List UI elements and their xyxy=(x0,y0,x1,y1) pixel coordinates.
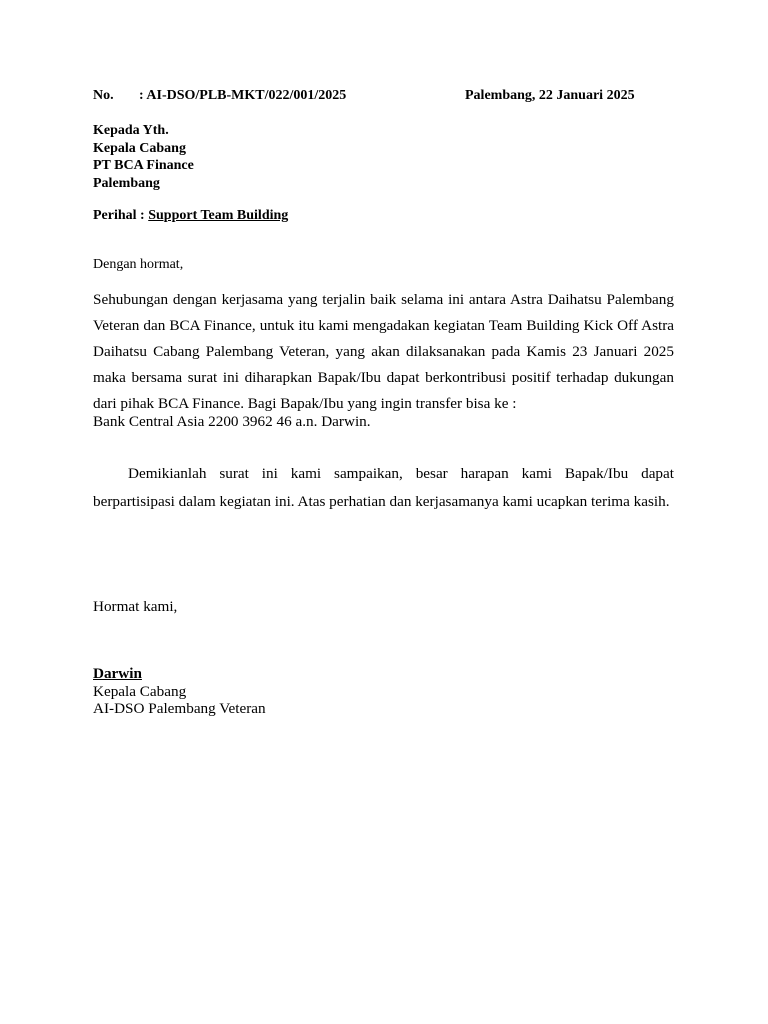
subject-label: Perihal : xyxy=(93,208,145,223)
reference-number xyxy=(93,88,346,104)
place-date: Palembang, 22 Januari 2025 xyxy=(465,88,635,103)
recipient-company: PT BCA Finance xyxy=(93,158,194,173)
recipient-position: Kepala Cabang xyxy=(93,140,186,156)
body-paragraph-1: Sehubungan dengan kerjasama yang terjalin baik selama ini antara Astra Daihatsu Palembang Veteran dan BCA Finance, untuk itu kami mengadakan kegiatan Team Building Kick Off Astra Daihatsu Cabang Palembang Veteran, yang akan dilaksanakan pada Kamis 23 Januari 2025 maka bersama surat ini diharapkan Bapak/Ibu dapat berkontribusi positif terhadap dukungan dari pihak BCA Finance. Bagi Bapak/Ibu yang ingin transfer bisa ke : xyxy=(93,291,674,412)
signatory-position: Kepala Cabang xyxy=(93,682,187,700)
body-paragraph-2: Demikianlah surat ini kami sampaikan, besar harapan kami Bapak/Ibu dapat berpartisipasi dalam kegiatan ini. Atas perhatian dan kerjasamanya kami ucapkan terima kasih. xyxy=(93,465,674,510)
signatory-office: AI-DSO Palembang Veteran xyxy=(93,700,266,717)
recipient-block xyxy=(93,122,194,192)
reference-label: No. xyxy=(93,88,114,103)
closing: Hormat kami, xyxy=(93,598,178,615)
subject-value: Support Team Building xyxy=(148,208,289,223)
bank-info: Bank Central Asia 2200 3962 46 a.n. Darwin. xyxy=(93,413,371,430)
recipient-city: Palembang xyxy=(93,175,160,191)
recipient-salutation: Kepada Yth. xyxy=(93,123,169,138)
subject-line xyxy=(93,208,288,224)
reference-value: : AI-DSO/PLB-MKT/022/001/2025 xyxy=(139,88,347,103)
signature-block xyxy=(93,665,266,718)
signatory-name: Darwin xyxy=(93,665,142,682)
greeting: Dengan hormat, xyxy=(93,257,184,272)
